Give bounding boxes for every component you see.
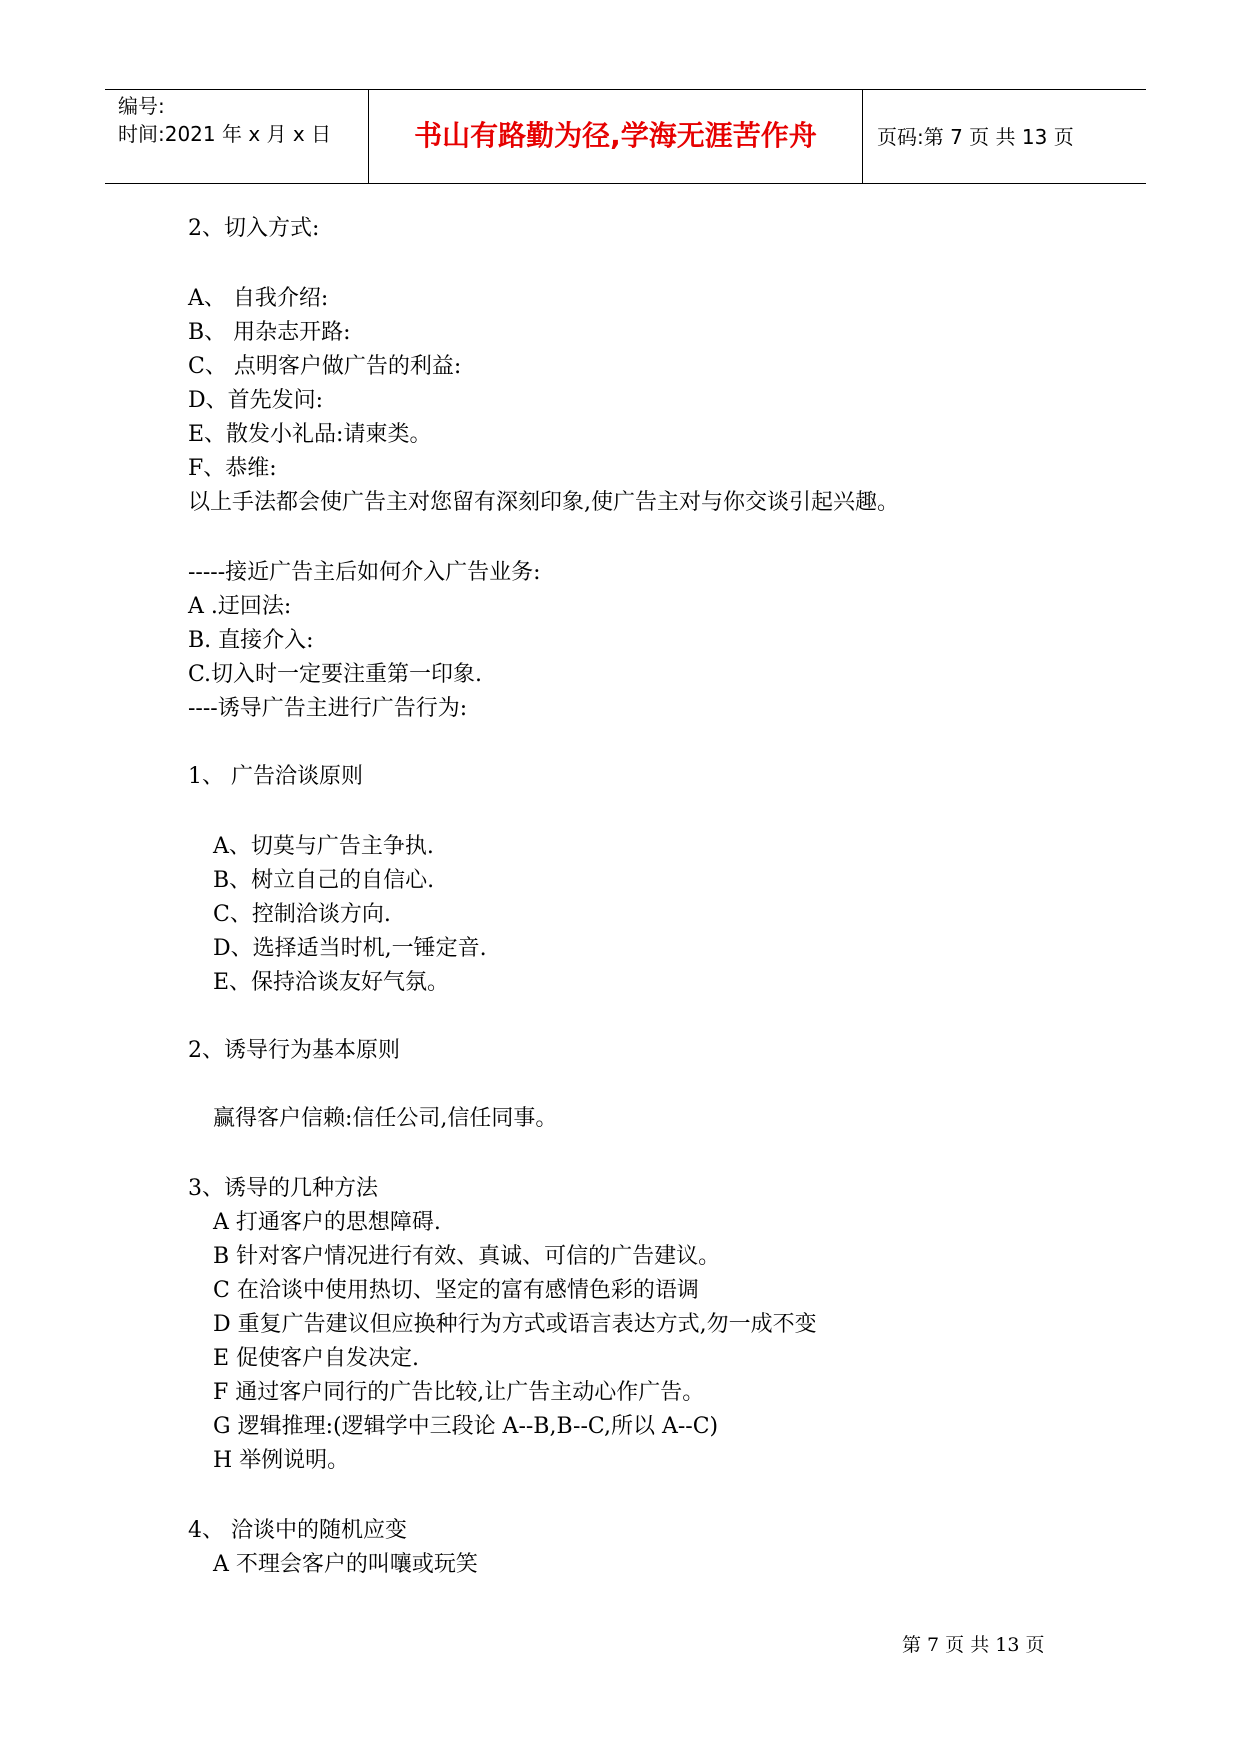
list-item: G 逻辑推理:(逻辑学中三段论 A--B,B--C,所以 A--C)	[213, 1414, 719, 1439]
list-item: B 针对客户情况进行有效、真诚、可信的广告建议。	[213, 1244, 721, 1269]
list-item: A .迂回法:	[188, 594, 292, 619]
section-heading: 2、切入方式:	[188, 216, 320, 241]
list-item: D 重复广告建议但应换种行为方式或语言表达方式,勿一成不变	[213, 1312, 817, 1337]
list-item: A 打通客户的思想障碍.	[213, 1210, 441, 1235]
list-item: A、 自我介绍:	[188, 286, 329, 311]
document-time-label: 时间:2021 年 x 月 x 日	[118, 122, 332, 146]
list-item: B. 直接介入:	[188, 628, 314, 653]
section-heading: -----接近广告主后如何介入广告业务:	[188, 560, 541, 585]
header-meta-cell	[105, 90, 369, 183]
list-item: A 不理会客户的叫嚷或玩笑	[213, 1552, 478, 1577]
list-item: E、散发小礼品:请柬类。	[188, 422, 432, 447]
paragraph: 赢得客户信赖:信任公司,信任同事。	[213, 1106, 558, 1131]
list-item: B、 用杂志开路:	[188, 320, 351, 345]
document-header	[105, 89, 1146, 184]
list-item: C.切入时一定要注重第一印象.	[188, 662, 483, 687]
list-item: H 举例说明。	[213, 1448, 350, 1473]
list-item: B、树立自己的自信心.	[213, 868, 435, 893]
list-item: D、选择适当时机,一锤定音.	[213, 936, 487, 961]
section-heading: 2、诱导行为基本原则	[188, 1038, 400, 1063]
section-heading: 4、 洽谈中的随机应变	[188, 1518, 407, 1543]
list-item: C、控制洽谈方向.	[213, 902, 391, 927]
list-item: A、切莫与广告主争执.	[213, 834, 434, 859]
list-item: E、保持洽谈友好气氛。	[213, 970, 450, 995]
list-item: E 促使客户自发决定.	[213, 1346, 420, 1371]
header-page-number: 页码:第 7 页 共 13 页	[877, 125, 1074, 149]
page-footer: 第 7 页 共 13 页	[902, 1634, 1045, 1656]
list-item: C、 点明客户做广告的利益:	[188, 354, 462, 379]
header-motto-cell	[369, 90, 863, 183]
document-number-label: 编号:	[118, 94, 165, 118]
section-heading: 3、诱导的几种方法	[188, 1176, 378, 1201]
header-motto: 书山有路勤为径,学海无涯苦作舟	[414, 119, 817, 152]
header-page-cell	[863, 90, 1146, 183]
section-heading: 1、 广告洽谈原则	[188, 764, 363, 789]
section-heading: ----诱导广告主进行广告行为:	[188, 696, 468, 721]
list-item: D、首先发问:	[188, 388, 324, 413]
paragraph: 以上手法都会使广告主对您留有深刻印象,使广告主对与你交谈引起兴趣。	[188, 490, 899, 515]
list-item: F 通过客户同行的广告比较,让广告主动心作广告。	[213, 1380, 705, 1405]
list-item: F、恭维:	[188, 456, 277, 481]
list-item: C 在洽谈中使用热切、坚定的富有感情色彩的语调	[213, 1278, 699, 1303]
